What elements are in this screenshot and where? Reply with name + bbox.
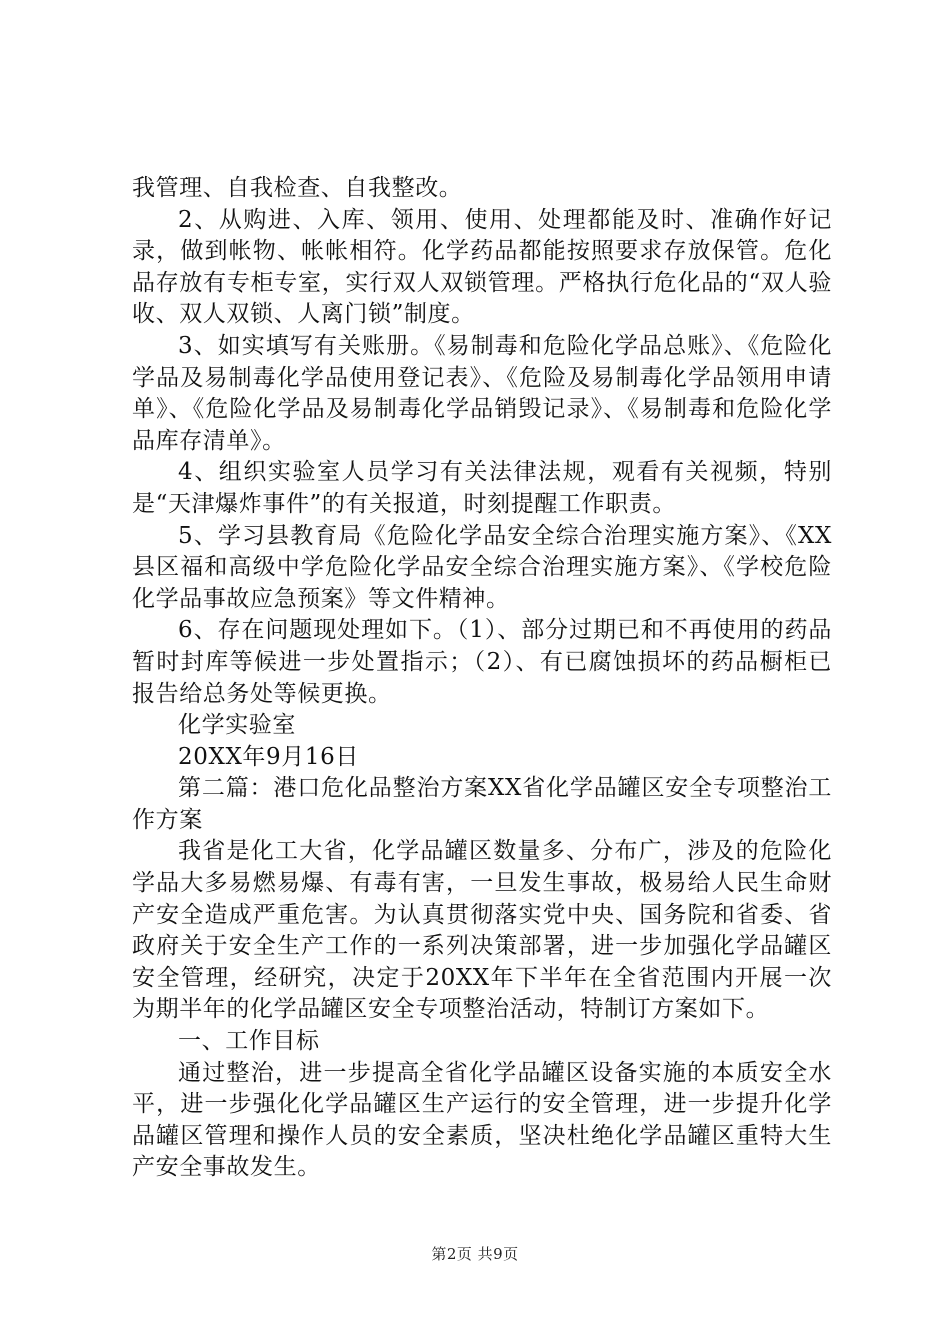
paragraph: 我管理、自我检查、自我整改。 <box>132 175 463 201</box>
paragraph: 6、存在问题现处理如下。（1）、部分过期已和不再使用的药品暂时封库等候进一步处置指示；（2）、有已腐蚀损坏的药品橱柜已报告给总务处等候更换。 <box>132 617 832 707</box>
paragraph: 我省是化工大省，化学品罐区数量多、分布广，涉及的危险化学品大多易燃易爆、有毒有害，一旦发生事故，极易给人民生命财产安全造成严重危害。为认真贯彻落实党中央、国务院和省委、省政府关于安全生产工作的一系列决策部署，进一步加强化学品罐区安全管理，经研究，决定于20XX年下半年在全省范围内开展一次为期半年的化学品罐区安全专项整治活动，特制订方案如下。 <box>132 838 832 1023</box>
document-body <box>132 173 832 1184</box>
paragraph: 2、从购进、入库、领用、使用、处理都能及时、准确作好记录，做到帐物、帐帐相符。化学药品都能按照要求存放保管。危化品存放有专柜专室，实行双人双锁管理。严格执行危化品的“双人验收、双人双锁、人离门锁”制度。 <box>132 206 832 328</box>
signature-department: 化学实验室 <box>178 712 296 739</box>
paragraph: 5、学习县教育局《危险化学品安全综合治理实施方案》、《XX县区福和高级中学危险化学品安全综合治理实施方案》、《学校危险化学品事故应急预案》等文件精神。 <box>132 522 832 612</box>
paragraph: 3、如实填写有关账册。《易制毒和危险化学品总账》、《危险化学品及易制毒化学品使用登记表》、《危险及易制毒化学品领用申请单》、《危险化学品及易制毒化学品销毁记录》、《易制毒和危险化学品库存清单》。 <box>132 332 832 454</box>
paragraph: 通过整治，进一步提高全省化学品罐区设备实施的本质安全水平，进一步强化化学品罐区生产运行的安全管理，进一步提升化学品罐区管理和操作人员的安全素质，坚决杜绝化学品罐区重特大生产安全事故发生。 <box>132 1059 832 1181</box>
paragraph: 4、组织实验室人员学习有关法律法规，观看有关视频，特别是“天津爆炸事件”的有关报道，时刻提醒工作职责。 <box>132 459 832 517</box>
section-heading: 一、工作目标 <box>178 1028 320 1055</box>
signature-date: 20XX年9月16日 <box>178 743 359 770</box>
page-number: 第2页 共9页 <box>431 1245 519 1263</box>
section-title: 第二篇：港口危化品整治方案XX省化学品罐区安全专项整治工作方案 <box>132 775 832 833</box>
